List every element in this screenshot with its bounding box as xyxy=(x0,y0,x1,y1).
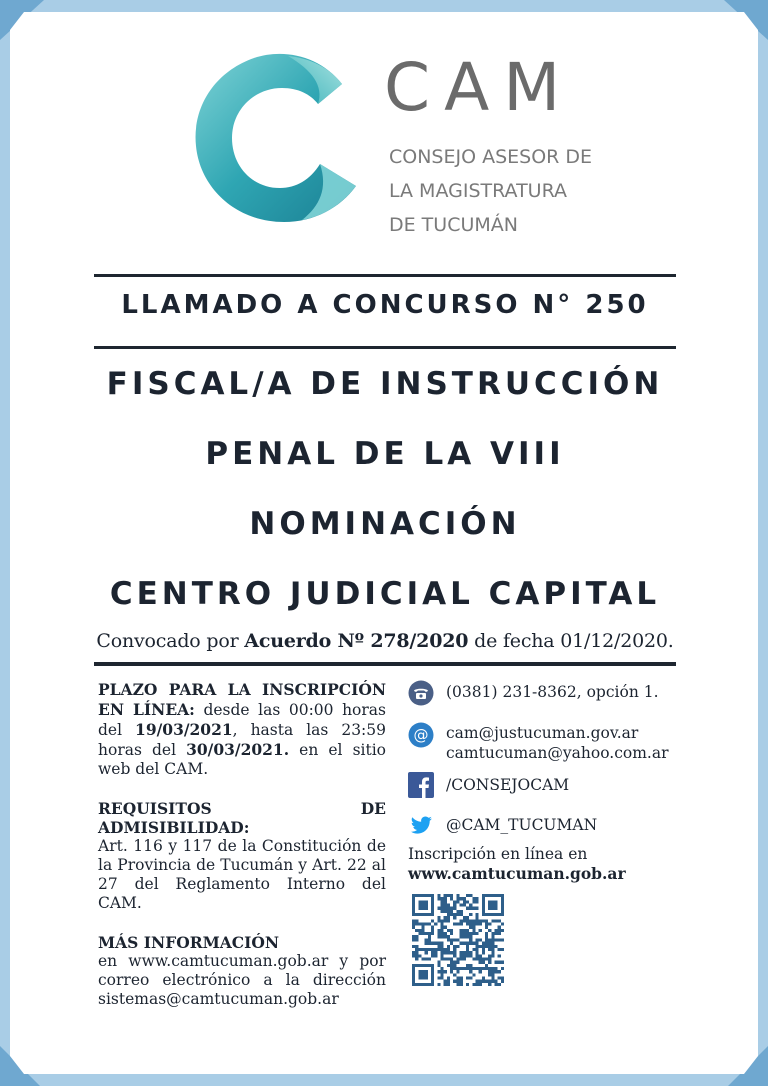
svg-text:@: @ xyxy=(413,726,429,744)
facebook-icon xyxy=(408,772,434,798)
logo-subtitle xyxy=(389,140,649,242)
web-link[interactable]: www.camtucuman.gob.ar xyxy=(408,864,626,883)
logo-subtitle-line: LA MAGISTRATURA xyxy=(389,180,568,202)
plazo-text: en el sitio web del CAM. xyxy=(98,741,387,778)
mas-info-block xyxy=(98,933,386,1009)
plazo-heading: PLAZO PARA LA INSCRIPCIÓN EN LÍNEA: xyxy=(98,680,386,719)
mas-info-text: en www.camtucuman.gob.ar y por correo electrónico a la dirección sistemas@camtucuman.gob.ar xyxy=(98,952,386,1008)
email-link[interactable]: cam@justucuman.gov.ar xyxy=(446,724,639,742)
convocado-line xyxy=(60,630,710,652)
plazo-date-start: 19/03/2021 xyxy=(135,720,233,739)
acuerdo-number: Acuerdo Nº 278/2020 xyxy=(244,630,469,652)
web-label: Inscripción en línea en xyxy=(408,845,588,863)
at-icon xyxy=(408,722,434,748)
facebook-handle[interactable]: /CONSEJOCAM xyxy=(446,776,570,794)
logo-subtitle-line: DE TUCUMÁN xyxy=(389,214,518,236)
cam-logo-mark xyxy=(192,46,360,226)
title-line-3: NOMINACIÓN xyxy=(249,506,521,542)
info-column xyxy=(98,680,386,1029)
facebook-row xyxy=(408,772,569,798)
title-line-4: CENTRO JUDICIAL CAPITAL xyxy=(109,576,661,612)
requisitos-block xyxy=(98,799,386,913)
email-list xyxy=(446,723,669,763)
title-line-1: FISCAL/A DE INSTRUCCIÓN xyxy=(106,366,664,402)
divider-bottom xyxy=(94,662,676,666)
plazo-text: , hasta las 23:59 horas del xyxy=(98,721,386,759)
requisitos-text: Art. 116 y 117 de la Constitución de la Provincia de Tucumán y Art. 22 al 27 del Reglamento Interno del CAM. xyxy=(98,837,386,912)
convocado-suffix: de fecha 01/12/2020. xyxy=(468,630,674,652)
email-row xyxy=(408,722,669,763)
convocado-prefix: Convocado por xyxy=(96,630,245,652)
twitter-icon xyxy=(408,812,434,838)
title-line-2: PENAL DE LA VIII xyxy=(205,436,565,472)
phone-row xyxy=(408,680,659,706)
divider-top xyxy=(94,274,676,277)
logo-subtitle-line: CONSEJO ASESOR DE xyxy=(389,146,593,168)
qr-code[interactable] xyxy=(412,894,504,986)
divider-middle xyxy=(94,346,676,349)
mas-info-heading: MÁS INFORMACIÓN xyxy=(98,933,280,952)
phone-icon xyxy=(408,680,434,706)
plazo-text: desde las 00:00 horas del xyxy=(98,701,386,739)
plazo-block xyxy=(98,680,386,779)
email-link[interactable]: camtucuman@yahoo.com.ar xyxy=(446,744,669,762)
plazo-date-end: 30/03/2021. xyxy=(186,740,290,759)
headline: LLAMADO A CONCURSO N° 250 xyxy=(121,290,649,320)
twitter-row xyxy=(408,812,597,838)
requisitos-heading: REQUISITOS DE ADMISIBILIDAD: xyxy=(98,799,386,837)
logo-acronym: CAM xyxy=(384,49,575,126)
twitter-handle[interactable]: @CAM_TUCUMAN xyxy=(446,816,598,834)
phone-number: (0381) 231-8362, opción 1. xyxy=(446,683,659,701)
